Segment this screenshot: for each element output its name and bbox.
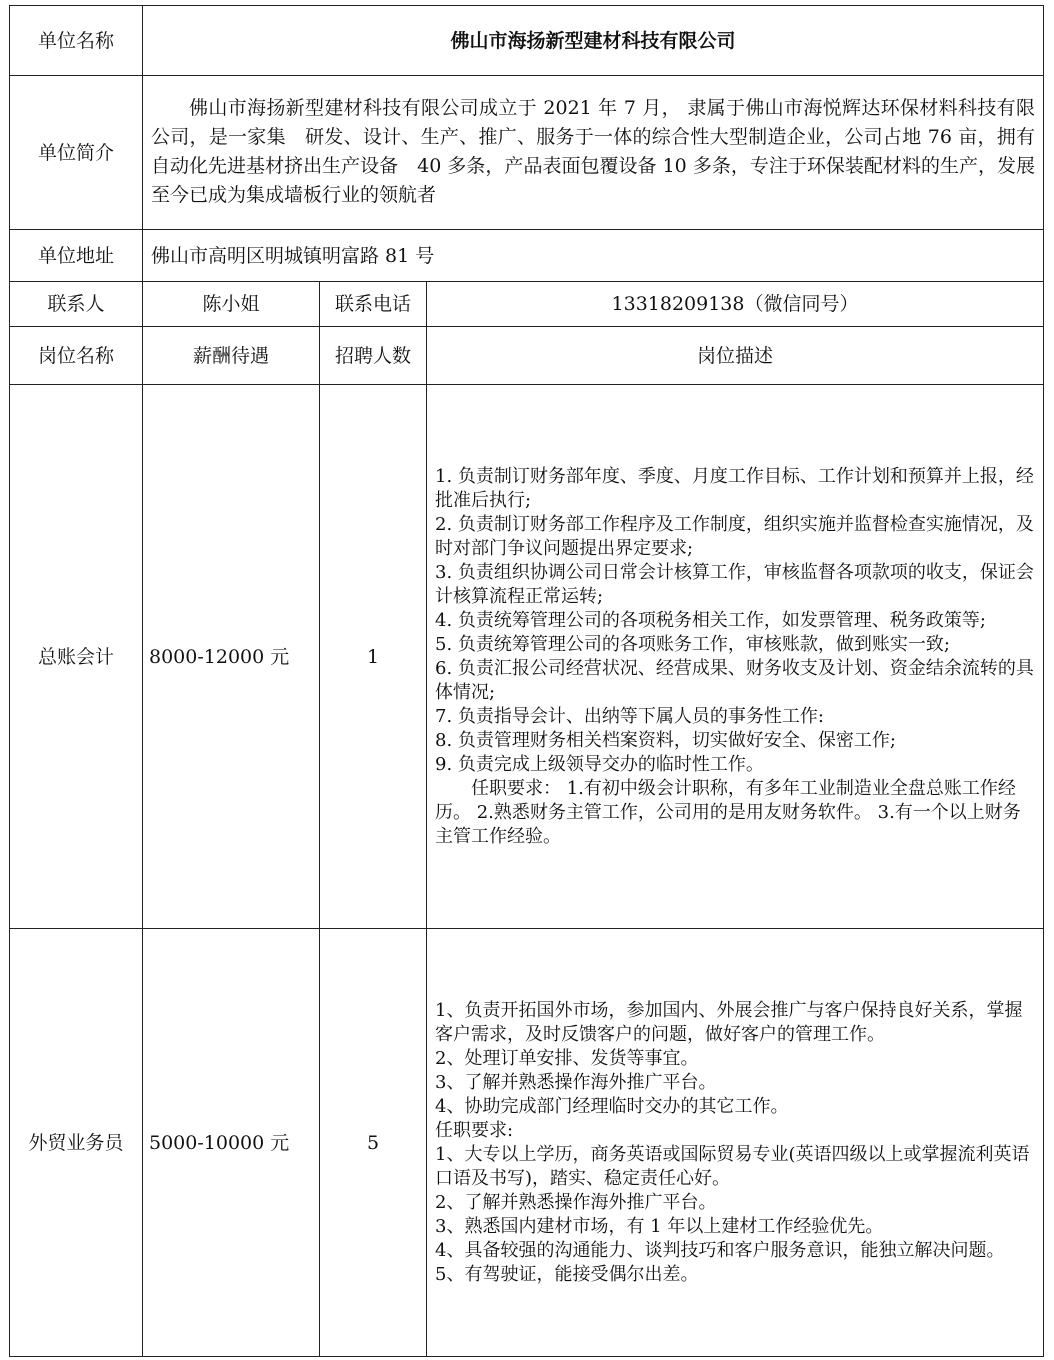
company-intro-text: 佛山市海扬新型建材科技有限公司成立于 2021 年 7 月， 隶属于佛山市海悦辉达环保材料科技有限公司，是一家集 研发、设计、生产、推广、服务于一体的综合性大型制造企业，公司占地 76 亩，拥有自动化先进基材挤出生产设备 40 多条，产品表面包覆设备 10 多条，专注于环保装配材料的生产，发展至今已成为集成墙板行业的领航者 bbox=[151, 96, 1036, 206]
description-line: 3、了解并熟悉操作海外推广平台。 bbox=[435, 1071, 717, 1093]
description-line: 4. 负责统筹管理公司的各项税务相关工作，如发票管理、税务政策等; bbox=[435, 609, 986, 631]
description-line: 4、协助完成部门经理临时交办的其它工作。 bbox=[435, 1095, 789, 1117]
description-line: 1、大专以上学历，商务英语或国际贸易专业(英语四级以上或掌握流利英语口语及书写)，踏实、稳定责任心好。 bbox=[435, 1143, 1030, 1189]
description-line: 1. 负责制订财务部年度、季度、月度工作目标、工作计划和预算并上报，经批准后执行; bbox=[435, 465, 1034, 511]
company-name-value: 佛山市海扬新型建材科技有限公司 bbox=[143, 6, 1044, 76]
job-requirements: 任职要求： 1.有初中级会计职称，有多年工业制造业全盘总账工作经历。 2.熟悉财务主管工作，公司用的是用友财务软件。 3.有一个以上财务主管工作经验。 bbox=[435, 777, 1021, 847]
company-intro-label: 单位简介 bbox=[10, 76, 143, 230]
job-headcount: 5 bbox=[320, 929, 427, 1357]
description-line: 5、有驾驶证，能接受偶尔出差。 bbox=[435, 1263, 699, 1285]
job-title: 外贸业务员 bbox=[10, 929, 143, 1357]
job-row bbox=[10, 929, 1044, 1357]
description-line: 3. 负责组织协调公司日常会计核算工作，审核监督各项款项的收支，保证会计核算流程正常运转; bbox=[435, 561, 1034, 607]
job-headcount: 1 bbox=[320, 385, 427, 929]
job-row bbox=[10, 385, 1044, 929]
position-name-header: 岗位名称 bbox=[10, 327, 143, 385]
job-title: 总账会计 bbox=[10, 385, 143, 929]
headcount-header: 招聘人数 bbox=[320, 327, 427, 385]
salary-header: 薪酬待遇 bbox=[143, 327, 320, 385]
job-salary: 5000-10000 元 bbox=[143, 929, 320, 1357]
description-line: 1、负责开拓国外市场，参加国内、外展会推广与客户保持良好关系，掌握客户需求，及时反馈客户的问题，做好客户的管理工作。 bbox=[435, 999, 1023, 1045]
job-header-row bbox=[10, 327, 1044, 385]
contact-person-value: 陈小姐 bbox=[143, 282, 320, 327]
job-description bbox=[427, 385, 1044, 929]
description-line: 2、处理订单安排、发货等事宜。 bbox=[435, 1047, 699, 1069]
description-line: 6. 负责汇报公司经营状况、经营成果、财务收支及计划、资金结余流转的具体情况; bbox=[435, 657, 1034, 703]
description-line: 4、具备较强的沟通能力、谈判技巧和客户服务意识，能独立解决问题。 bbox=[435, 1239, 1005, 1261]
company-address-value: 佛山市高明区明城镇明富路 81 号 bbox=[143, 230, 1044, 282]
contact-row bbox=[10, 282, 1044, 327]
description-line: 2、了解并熟悉操作海外推广平台。 bbox=[435, 1191, 717, 1213]
phone-label: 联系电话 bbox=[320, 282, 427, 327]
description-line: 任职要求: bbox=[435, 1119, 514, 1141]
description-line: 3、熟悉国内建材市场，有 1 年以上建材工作经验优先。 bbox=[435, 1215, 884, 1237]
description-line: 7. 负责指导会计、出纳等下属人员的事务性工作: bbox=[435, 705, 824, 727]
company-address-row bbox=[10, 230, 1044, 282]
contact-label: 联系人 bbox=[10, 282, 143, 327]
company-name-row bbox=[10, 6, 1044, 76]
job-description bbox=[427, 929, 1044, 1357]
description-header: 岗位描述 bbox=[427, 327, 1044, 385]
description-line: 2. 负责制订财务部工作程序及工作制度，组织实施并监督检查实施情况，及时对部门争议问题提出界定要求; bbox=[435, 513, 1034, 559]
job-salary: 8000-12000 元 bbox=[143, 385, 320, 929]
description-line: 9. 负责完成上级领导交办的临时性工作。 bbox=[435, 753, 764, 775]
company-name-label: 单位名称 bbox=[10, 6, 143, 76]
description-line: 8. 负责管理财务相关档案资料，切实做好安全、保密工作; bbox=[435, 729, 896, 751]
description-line: 5. 负责统筹管理公司的各项账务工作，审核账款，做到账实一致; bbox=[435, 633, 950, 655]
phone-value: 13318209138（微信同号） bbox=[427, 282, 1044, 327]
company-address-label: 单位地址 bbox=[10, 230, 143, 282]
company-intro-row bbox=[10, 76, 1044, 230]
recruitment-table bbox=[9, 5, 1044, 1357]
